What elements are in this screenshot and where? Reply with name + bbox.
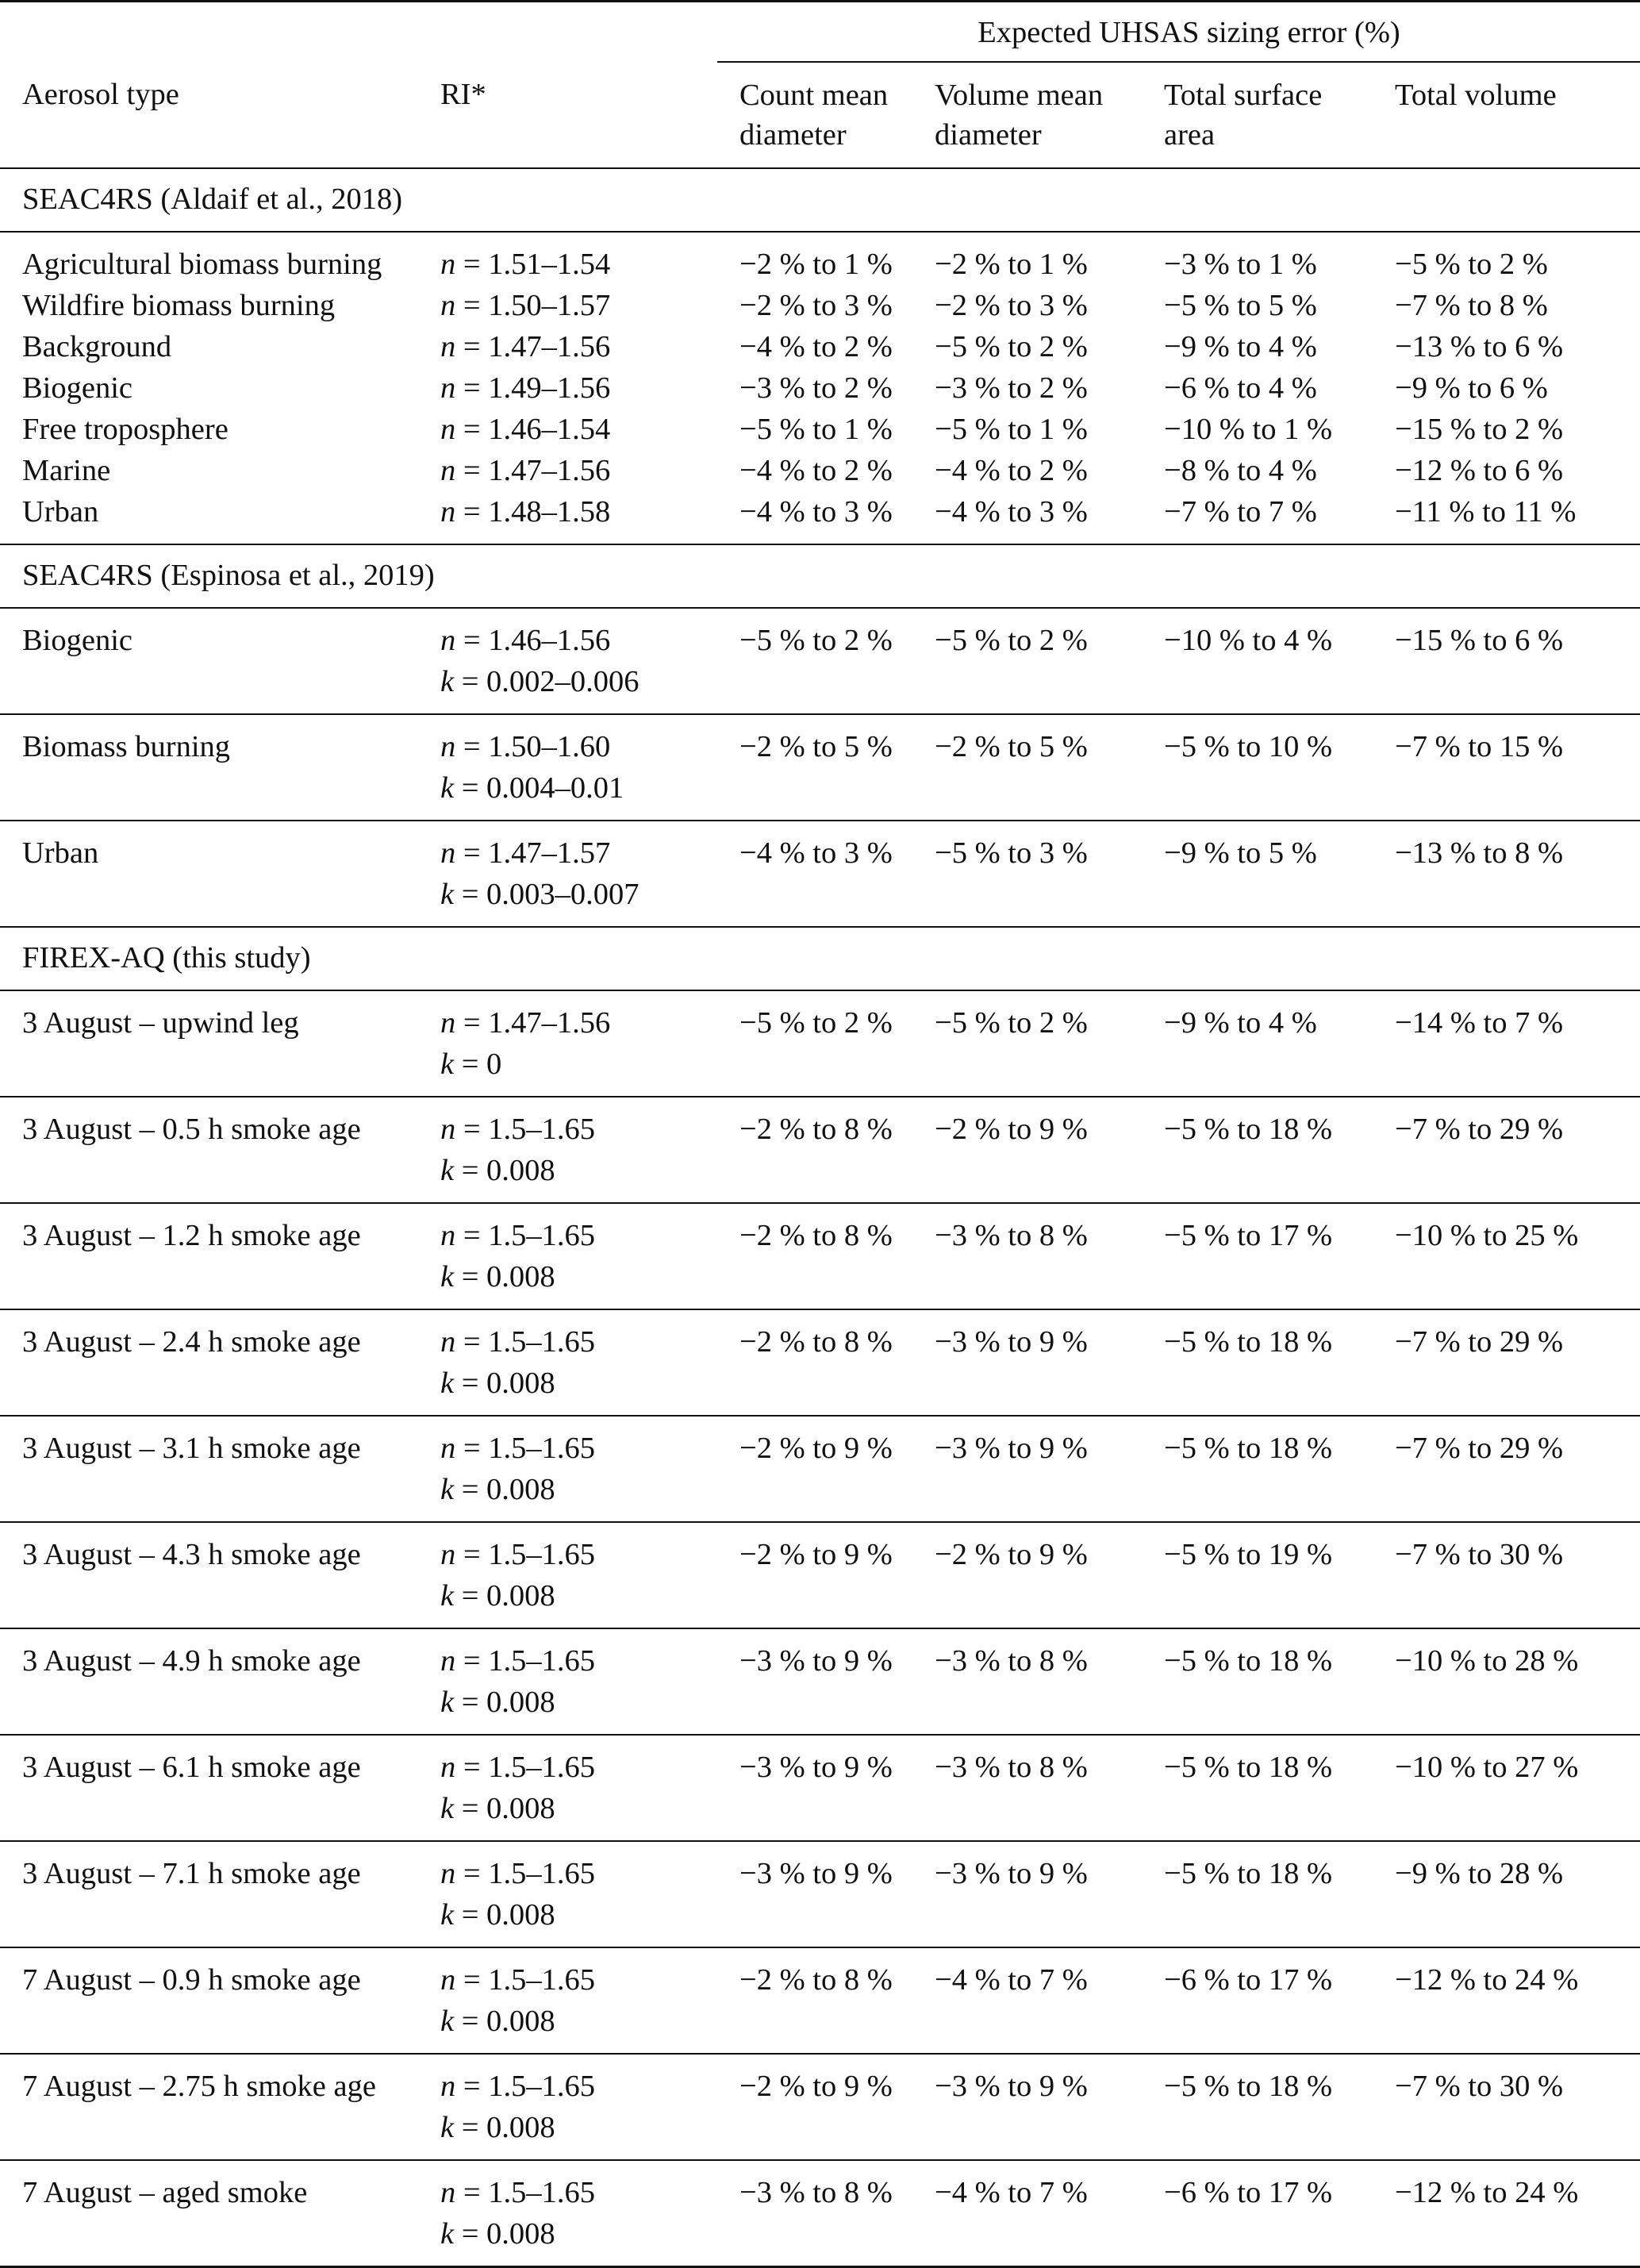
col-header-total-surface-area-line1: Total surface	[1164, 79, 1323, 112]
volume-mean-diameter-cell: −5 % to 2 %	[935, 330, 1088, 363]
total-volume-cell: −12 % to 6 %	[1395, 454, 1564, 487]
count-mean-diameter-cell: −2 % to 8 %	[717, 1203, 933, 1309]
count-mean-diameter-cell: −2 % to 9 %	[717, 2054, 933, 2160]
ri-n-value: = 1.47–1.56	[463, 330, 611, 363]
ri-cell	[438, 1416, 717, 1522]
ri-n-value: = 1.47–1.56	[463, 454, 611, 487]
col-header-volume-mean-diameter-line1: Volume mean	[935, 79, 1104, 112]
total-surface-area-cell: −6 % to 17 %	[1162, 1947, 1393, 2054]
volume-mean-diameter-cell: −4 % to 3 %	[933, 491, 1162, 544]
ri-n-line: n = 1.5–1.65	[440, 1644, 595, 1678]
total-volume-cell: −15 % to 2 %	[1395, 413, 1564, 446]
ri-n-value: = 1.5–1.65	[463, 1113, 595, 1146]
total-surface-area-cell: −5 % to 18 %	[1162, 2054, 1393, 2160]
aerosol-type-cell: 7 August – 0.9 h smoke age	[0, 1947, 438, 2054]
count-mean-diameter-cell: −2 % to 8 %	[717, 1309, 933, 1416]
table-row	[0, 285, 1640, 326]
table-row	[0, 326, 1640, 367]
aerosol-type-cell: 7 August – aged smoke	[0, 2160, 438, 2267]
total-surface-area-cell: −7 % to 7 %	[1162, 491, 1393, 544]
section-header-row	[0, 544, 1640, 608]
section-title: SEAC4RS (Espinosa et al., 2019)	[0, 544, 1640, 608]
ri-k-line: k = 0.008	[440, 1898, 555, 1932]
ri-k-line: k = 0.002–0.006	[440, 665, 639, 698]
total-surface-area-cell: −9 % to 4 %	[1162, 990, 1393, 1097]
total-volume-cell: −13 % to 6 %	[1395, 330, 1564, 363]
total-volume-cell: −12 % to 24 %	[1393, 1947, 1640, 2054]
col-header-volume-mean-diameter-line2: diameter	[935, 118, 1042, 152]
ri-k-value: = 0.008	[461, 1154, 555, 1187]
ri-n-line: n = 1.5–1.65	[440, 1113, 595, 1146]
ri-k-line: k = 0.008	[440, 1260, 555, 1294]
total-volume-cell: −9 % to 28 %	[1393, 1841, 1640, 1947]
count-mean-diameter-cell: −5 % to 2 %	[717, 990, 933, 1097]
total-surface-area-cell: −10 % to 4 %	[1162, 608, 1393, 714]
volume-mean-diameter-cell: −3 % to 8 %	[933, 1735, 1162, 1841]
ri-n-line: n = 1.5–1.65	[440, 1857, 595, 1890]
col-header-count-mean-diameter-line2: diameter	[739, 118, 847, 152]
volume-mean-diameter-cell: −5 % to 1 %	[935, 413, 1088, 446]
total-volume-cell: −7 % to 30 %	[1393, 1522, 1640, 1628]
col-header-total-volume: Total volume	[1393, 62, 1640, 168]
volume-mean-diameter-cell: −3 % to 9 %	[933, 2054, 1162, 2160]
count-mean-diameter-cell: −2 % to 8 %	[717, 1097, 933, 1203]
total-volume-cell: −12 % to 24 %	[1393, 2160, 1640, 2267]
aerosol-type-cell: 3 August – 0.5 h smoke age	[0, 1097, 438, 1203]
ri-n-line: n = 1.5–1.65	[440, 1325, 595, 1359]
ri-cell: n = 1.48–1.58	[438, 491, 717, 544]
volume-mean-diameter-cell: −3 % to 9 %	[933, 1841, 1162, 1947]
ri-cell	[438, 821, 717, 927]
ri-n-value: = 1.5–1.65	[463, 1857, 595, 1890]
ri-cell	[438, 608, 717, 714]
aerosol-type-cell: 3 August – upwind leg	[0, 990, 438, 1097]
ri-cell	[438, 1841, 717, 1947]
volume-mean-diameter-cell: −5 % to 3 %	[933, 821, 1162, 927]
table-row	[0, 821, 1640, 927]
ri-n-line: n = 1.5–1.65	[440, 1219, 595, 1252]
table-body	[0, 168, 1640, 2267]
volume-mean-diameter-cell: −4 % to 7 %	[933, 2160, 1162, 2267]
total-surface-area-cell: −9 % to 5 %	[1162, 821, 1393, 927]
volume-mean-diameter-cell: −3 % to 2 %	[935, 371, 1088, 405]
ri-n-value: = 1.5–1.65	[463, 2176, 595, 2209]
col-header-aerosol-type: Aerosol type	[0, 62, 438, 168]
col-header-ri: RI*	[438, 62, 717, 168]
total-volume-cell: −7 % to 15 %	[1393, 714, 1640, 821]
ri-k-line: k = 0.008	[440, 2005, 555, 2038]
ri-n-value: = 1.46–1.54	[463, 413, 611, 446]
section-title: SEAC4RS (Aldaif et al., 2018)	[0, 168, 1640, 232]
total-surface-area-cell: −10 % to 1 %	[1164, 413, 1333, 446]
table-row	[0, 450, 1640, 491]
total-volume-cell: −7 % to 29 %	[1393, 1097, 1640, 1203]
aerosol-type-cell: Agricultural biomass burning	[22, 248, 382, 281]
ri-k-line: k = 0.008	[440, 1473, 555, 1506]
section-header-row	[0, 927, 1640, 990]
ri-n-value: = 1.47–1.56	[463, 1006, 611, 1040]
ri-n-line: n = 1.47–1.57	[440, 836, 611, 870]
total-volume-cell: −14 % to 7 %	[1393, 990, 1640, 1097]
count-mean-diameter-cell: −2 % to 9 %	[717, 1522, 933, 1628]
ri-k-line: k = 0.008	[440, 1154, 555, 1187]
ri-cell	[438, 714, 717, 821]
ri-n-value: = 1.46–1.56	[463, 624, 611, 657]
total-volume-cell: −7 % to 29 %	[1393, 1416, 1640, 1522]
ri-n-line: n = 1.5–1.65	[440, 1432, 595, 1465]
aerosol-type-cell: Urban	[0, 821, 438, 927]
aerosol-type-cell: Urban	[0, 491, 438, 544]
col-header-volume-mean-diameter	[933, 62, 1162, 168]
volume-mean-diameter-cell: −2 % to 9 %	[933, 1097, 1162, 1203]
total-surface-area-cell: −5 % to 18 %	[1162, 1097, 1393, 1203]
ri-k-value: = 0.002–0.006	[461, 665, 639, 698]
ri-n-value: = 1.5–1.65	[463, 2070, 595, 2103]
total-surface-area-cell: −6 % to 17 %	[1162, 2160, 1393, 2267]
count-mean-diameter-cell: −3 % to 8 %	[717, 2160, 933, 2267]
ri-cell: n = 1.47–1.56	[440, 454, 611, 487]
total-surface-area-cell: −9 % to 4 %	[1164, 330, 1317, 363]
count-mean-diameter-cell: −2 % to 1 %	[739, 248, 893, 281]
ri-cell	[438, 1522, 717, 1628]
table-row	[0, 1841, 1640, 1947]
aerosol-type-cell: 3 August – 2.4 h smoke age	[0, 1309, 438, 1416]
col-header-count-mean-diameter	[717, 62, 933, 168]
section-title: FIREX-AQ (this study)	[0, 927, 1640, 990]
volume-mean-diameter-cell: −3 % to 9 %	[933, 1309, 1162, 1416]
ri-n-line: n = 1.5–1.65	[440, 2176, 595, 2209]
total-volume-cell: −13 % to 8 %	[1393, 821, 1640, 927]
ri-n-value: = 1.49–1.56	[463, 371, 611, 405]
volume-mean-diameter-cell: −2 % to 1 %	[935, 248, 1088, 281]
col-header-total-surface-area	[1162, 62, 1393, 168]
count-mean-diameter-cell: −4 % to 2 %	[739, 454, 893, 487]
ri-k-line: k = 0	[440, 1048, 502, 1081]
ri-n-value: = 1.5–1.65	[463, 1644, 595, 1678]
total-surface-area-cell: −5 % to 18 %	[1162, 1628, 1393, 1735]
table-row	[0, 990, 1640, 1097]
table-row	[0, 1416, 1640, 1522]
aerosol-type-cell: Biogenic	[22, 371, 133, 405]
ri-cell	[438, 1097, 717, 1203]
ri-k-value: = 0.008	[461, 1473, 555, 1506]
aerosol-type-cell: 3 August – 4.9 h smoke age	[0, 1628, 438, 1735]
ri-cell	[438, 2054, 717, 2160]
aerosol-type-cell: Wildfire biomass burning	[22, 289, 336, 322]
total-volume-cell: −10 % to 25 %	[1393, 1203, 1640, 1309]
table-row	[0, 1097, 1640, 1203]
ri-n-line: n = 1.5–1.65	[440, 1963, 595, 1997]
total-volume-cell: −15 % to 6 %	[1393, 608, 1640, 714]
total-volume-cell: −10 % to 27 %	[1393, 1735, 1640, 1841]
ri-k-line: k = 0.008	[440, 2111, 555, 2144]
ri-n-line: n = 1.5–1.65	[440, 1538, 595, 1571]
ri-cell	[438, 2160, 717, 2267]
total-volume-cell: −5 % to 2 %	[1395, 248, 1548, 281]
count-mean-diameter-cell: −4 % to 3 %	[717, 491, 933, 544]
count-mean-diameter-cell: −3 % to 9 %	[717, 1841, 933, 1947]
ri-n-value: = 1.5–1.65	[463, 1325, 595, 1359]
total-surface-area-cell: −5 % to 18 %	[1162, 1416, 1393, 1522]
total-volume-cell: −10 % to 28 %	[1393, 1628, 1640, 1735]
total-surface-area-cell: −5 % to 5 %	[1164, 289, 1317, 322]
ri-cell	[438, 1203, 717, 1309]
group-header-spacer	[0, 2, 717, 63]
volume-mean-diameter-cell: −5 % to 2 %	[933, 608, 1162, 714]
ri-n-value: = 1.50–1.57	[463, 289, 611, 322]
ri-cell	[438, 1309, 717, 1416]
count-mean-diameter-cell: −2 % to 5 %	[717, 714, 933, 821]
ri-n-value: = 1.51–1.54	[463, 248, 611, 281]
total-surface-area-cell: −3 % to 1 %	[1164, 248, 1317, 281]
volume-mean-diameter-cell: −2 % to 5 %	[933, 714, 1162, 821]
table-row	[0, 232, 1640, 285]
total-volume-cell: −7 % to 30 %	[1393, 2054, 1640, 2160]
ri-k-line: k = 0.008	[440, 1367, 555, 1400]
col-header-total-surface-area-line2: area	[1164, 118, 1216, 152]
table-row	[0, 1522, 1640, 1628]
total-volume-cell: −9 % to 6 %	[1395, 371, 1548, 405]
aerosol-type-cell: 3 August – 4.3 h smoke age	[0, 1522, 438, 1628]
group-header-sizing-error: Expected UHSAS sizing error (%)	[717, 2, 1640, 63]
ri-k-line: k = 0.008	[440, 1792, 555, 1825]
ri-k-value: = 0.008	[461, 1898, 555, 1932]
ri-n-value: = 1.47–1.57	[463, 836, 611, 870]
table-header	[0, 2, 1640, 169]
count-mean-diameter-cell: −3 % to 9 %	[717, 1628, 933, 1735]
total-surface-area-cell: −6 % to 4 %	[1164, 371, 1317, 405]
table-row	[0, 1947, 1640, 2054]
total-surface-area-cell: −5 % to 18 %	[1162, 1841, 1393, 1947]
ri-k-value: = 0.004–0.01	[461, 771, 624, 805]
aerosol-type-cell: Biomass burning	[0, 714, 438, 821]
ri-k-value: = 0.008	[461, 1260, 555, 1294]
table-row	[0, 1309, 1640, 1416]
section-header-row	[0, 168, 1640, 232]
aerosol-type-cell: Free troposphere	[22, 413, 229, 446]
table-row	[0, 367, 1640, 409]
ri-n-value: = 1.48–1.58	[463, 495, 611, 529]
aerosol-type-cell: 7 August – 2.75 h smoke age	[0, 2054, 438, 2160]
count-mean-diameter-cell: −2 % to 8 %	[717, 1947, 933, 2054]
volume-mean-diameter-cell: −3 % to 8 %	[933, 1628, 1162, 1735]
table-row	[0, 1628, 1640, 1735]
ri-cell: n = 1.51–1.54	[440, 248, 611, 281]
ri-k-line: k = 0.004–0.01	[440, 771, 624, 805]
ri-n-value: = 1.5–1.65	[463, 1963, 595, 1997]
ri-k-value: = 0.008	[461, 2217, 555, 2251]
count-mean-diameter-cell: −5 % to 1 %	[739, 413, 893, 446]
ri-k-line: k = 0.008	[440, 1579, 555, 1613]
total-surface-area-cell: −5 % to 18 %	[1162, 1309, 1393, 1416]
aerosol-type-cell: 3 August – 7.1 h smoke age	[0, 1841, 438, 1947]
ri-k-value: = 0.008	[461, 1579, 555, 1613]
table-row	[0, 2054, 1640, 2160]
ri-cell	[438, 990, 717, 1097]
aerosol-type-cell: 3 August – 6.1 h smoke age	[0, 1735, 438, 1841]
total-surface-area-cell: −5 % to 10 %	[1162, 714, 1393, 821]
volume-mean-diameter-cell: −2 % to 3 %	[935, 289, 1088, 322]
total-volume-cell: −11 % to 11 %	[1393, 491, 1640, 544]
table-row	[0, 1203, 1640, 1309]
table-row	[0, 491, 1640, 544]
aerosol-type-cell: Biogenic	[0, 608, 438, 714]
ri-k-line: k = 0.008	[440, 2217, 555, 2251]
ri-n-line: n = 1.50–1.60	[440, 730, 611, 763]
ri-k-line: k = 0.003–0.007	[440, 878, 639, 911]
column-header-row	[0, 62, 1640, 168]
total-volume-cell: −7 % to 29 %	[1393, 1309, 1640, 1416]
total-surface-area-cell: −5 % to 17 %	[1162, 1203, 1393, 1309]
ri-cell: n = 1.47–1.56	[440, 330, 611, 363]
table-row	[0, 1735, 1640, 1841]
volume-mean-diameter-cell: −2 % to 9 %	[933, 1522, 1162, 1628]
ri-cell: n = 1.50–1.57	[440, 289, 611, 322]
volume-mean-diameter-cell: −4 % to 7 %	[933, 1947, 1162, 2054]
volume-mean-diameter-cell: −4 % to 2 %	[935, 454, 1088, 487]
ri-n-value: = 1.50–1.60	[463, 730, 611, 763]
ri-cell: n = 1.46–1.54	[440, 413, 611, 446]
count-mean-diameter-cell: −4 % to 3 %	[717, 821, 933, 927]
table-row	[0, 2160, 1640, 2267]
table-row	[0, 714, 1640, 821]
ri-n-line: n = 1.5–1.65	[440, 2070, 595, 2103]
volume-mean-diameter-cell: −5 % to 2 %	[933, 990, 1162, 1097]
ri-cell: n = 1.49–1.56	[440, 371, 611, 405]
table-row	[0, 608, 1640, 714]
count-mean-diameter-cell: −2 % to 9 %	[717, 1416, 933, 1522]
ri-n-value: = 1.5–1.65	[463, 1538, 595, 1571]
table-row	[0, 409, 1640, 450]
ri-n-value: = 1.5–1.65	[463, 1751, 595, 1784]
count-mean-diameter-cell: −2 % to 3 %	[739, 289, 893, 322]
ri-cell	[438, 1628, 717, 1735]
ri-n-line: n = 1.5–1.65	[440, 1751, 595, 1784]
volume-mean-diameter-cell: −3 % to 8 %	[933, 1203, 1162, 1309]
total-volume-cell: −7 % to 8 %	[1395, 289, 1548, 322]
count-mean-diameter-cell: −5 % to 2 %	[717, 608, 933, 714]
ri-k-value: = 0.008	[461, 1686, 555, 1719]
count-mean-diameter-cell: −3 % to 2 %	[739, 371, 893, 405]
aerosol-type-cell: Background	[22, 330, 172, 363]
group-header-row	[0, 2, 1640, 63]
ri-n-line: n = 1.47–1.56	[440, 1006, 611, 1040]
col-header-count-mean-diameter-line1: Count mean	[739, 79, 889, 112]
ri-cell	[438, 1947, 717, 2054]
aerosol-type-cell: Marine	[22, 454, 111, 487]
aerosol-type-cell: 3 August – 1.2 h smoke age	[0, 1203, 438, 1309]
ri-cell	[438, 1735, 717, 1841]
count-mean-diameter-cell: −3 % to 9 %	[717, 1735, 933, 1841]
aerosol-type-cell: 3 August – 3.1 h smoke age	[0, 1416, 438, 1522]
ri-k-line: k = 0.008	[440, 1686, 555, 1719]
ri-n-value: = 1.5–1.65	[463, 1219, 595, 1252]
total-surface-area-cell: −5 % to 18 %	[1162, 1735, 1393, 1841]
ri-k-value: = 0.008	[461, 1367, 555, 1400]
ri-k-value: = 0.008	[461, 2005, 555, 2038]
ri-k-value: = 0.008	[461, 2111, 555, 2144]
ri-n-line: n = 1.46–1.56	[440, 624, 611, 657]
total-surface-area-cell: −5 % to 19 %	[1162, 1522, 1393, 1628]
total-surface-area-cell: −8 % to 4 %	[1164, 454, 1317, 487]
ri-k-value: = 0	[461, 1048, 502, 1081]
ri-k-value: = 0.008	[461, 1792, 555, 1825]
volume-mean-diameter-cell: −3 % to 9 %	[933, 1416, 1162, 1522]
count-mean-diameter-cell: −4 % to 2 %	[739, 330, 893, 363]
ri-k-value: = 0.003–0.007	[461, 878, 639, 911]
ri-n-value: = 1.5–1.65	[463, 1432, 595, 1465]
